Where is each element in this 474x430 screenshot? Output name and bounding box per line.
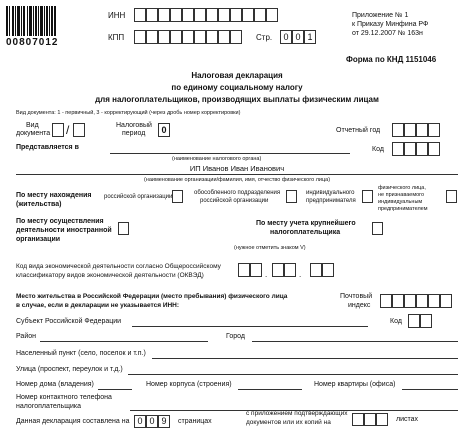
major-taxpayer-checkbox[interactable]: [372, 222, 383, 235]
subject-line[interactable]: [132, 326, 368, 327]
attach-label-1: с приложением подтверждающих: [246, 410, 348, 417]
inn-label: ИНН: [108, 11, 126, 20]
postal-label-2: индекс: [348, 302, 371, 309]
location-option-1: российской организации: [104, 194, 173, 200]
location-label-2: (жительства): [16, 201, 62, 208]
foreign-label-3: организации: [16, 236, 61, 243]
okved-dot: .: [299, 270, 302, 279]
appendix-line-2: к Приказу Минфина РФ: [352, 21, 429, 28]
appendix-line-3: от 29.12.2007 № 163н: [352, 30, 423, 37]
barcode: [6, 6, 56, 36]
street-line[interactable]: [128, 374, 458, 375]
location-option-4b: не признаваемого: [378, 192, 425, 198]
settlement-line[interactable]: [152, 358, 458, 359]
building-label: Номер корпуса (строения): [146, 381, 232, 388]
region-code-label: Код: [390, 318, 402, 325]
location-option-4c: индивидуальным: [378, 199, 423, 205]
location-checkbox-2[interactable]: [286, 190, 297, 203]
correction-number-cell[interactable]: [73, 123, 85, 137]
city-label: Город: [226, 333, 245, 340]
tax-authority-hint: (наименование налогового органа): [172, 156, 262, 162]
page-digit: 0: [280, 30, 292, 44]
foreign-checkbox[interactable]: [118, 222, 129, 235]
location-checkbox-3[interactable]: [362, 190, 373, 203]
form-code: Форма по КНД 1151046: [346, 55, 437, 64]
okved-label-1: Код вида экономической деятельности согласно Общероссийскому: [16, 263, 221, 270]
pages-digit: 0: [146, 415, 158, 428]
taxpayer-name-line[interactable]: [16, 174, 458, 175]
location-option-2a: обособленного подразделения: [194, 190, 281, 196]
location-option-3b: предпринимателя: [306, 198, 356, 204]
district-line[interactable]: [40, 341, 208, 342]
title-line-2: по единому социальному налогу: [171, 83, 303, 92]
major-taxpayer-label-1: По месту учета крупнейшего: [256, 220, 356, 227]
submitted-to-label: Представляется в: [16, 144, 79, 151]
fraction-slash: /: [66, 123, 70, 137]
sheets-count-cells[interactable]: [352, 413, 388, 426]
location-option-2b: российской организации: [200, 198, 269, 204]
region-code-cells[interactable]: [408, 314, 432, 328]
city-line[interactable]: [252, 341, 458, 342]
settlement-label: Населенный пункт (село, поселок и т.п.): [16, 350, 146, 357]
attach-label-2: документов или их копий на: [246, 419, 331, 426]
okved-label-2: классификатору видов экономической деятельности (ОКВЭД): [16, 272, 204, 279]
period-label-1: Налоговый: [116, 122, 152, 129]
title-line-1: Налоговая декларация: [191, 71, 283, 80]
apartment-line[interactable]: [402, 389, 458, 390]
house-label: Номер дома (владения): [16, 381, 94, 388]
doc-type-label-2: документа: [16, 130, 51, 137]
location-label-1: По месту нахождения: [16, 192, 92, 199]
postal-label-1: Почтовый: [340, 293, 373, 300]
pages-digit: 9: [158, 415, 170, 428]
mark-hint: (нужное отметить знаком V): [234, 245, 306, 251]
pages-digit: 0: [134, 415, 146, 428]
composed-label: Данная декларация составлена на: [16, 418, 130, 425]
doc-type-cell[interactable]: [52, 123, 64, 137]
pages-label: страницах: [178, 418, 212, 425]
okved-cells-1[interactable]: [238, 263, 262, 277]
phone-label-2: налогоплательщика: [16, 403, 82, 410]
taxpayer-hint: (наименование организации/фамилия, имя, отчество физического лица): [143, 177, 331, 183]
location-option-4d: предпринимателем: [378, 206, 428, 212]
location-option-3a: индивидуального: [306, 190, 355, 196]
house-line[interactable]: [98, 389, 132, 390]
location-option-4a: физического лица,: [378, 185, 426, 191]
major-taxpayer-label-2: налогоплательщика: [270, 229, 341, 236]
postal-index-cells[interactable]: [380, 294, 452, 308]
subject-label: Субъект Российской Федерации: [16, 318, 122, 325]
page-number-cells[interactable]: [280, 30, 316, 44]
doc-type-hint: Вид документа: 1 - первичный, 3 - корректирующий (через дробь номер корректировки): [16, 110, 241, 116]
taxpayer-name: ИП Иванов Иван Иванович: [189, 164, 285, 173]
foreign-label-2: деятельности иностранной: [16, 227, 112, 234]
report-year-label: Отчетный год: [336, 127, 381, 134]
apartment-label: Номер квартиры (офиса): [314, 381, 396, 388]
sheets-label: листах: [396, 416, 419, 423]
location-checkbox-4[interactable]: [446, 190, 457, 203]
building-line[interactable]: [238, 389, 302, 390]
tax-authority-line[interactable]: [110, 153, 350, 154]
residence-label-1: Место жительства в Российской Федерации (место пребывания) физического лица: [16, 293, 288, 300]
residence-label-2: в случае, если в декларации не указывается ИНН:: [16, 302, 180, 309]
page-label: Стр.: [256, 33, 273, 42]
street-label: Улица (проспект, переулок и т.д.): [16, 366, 123, 373]
authority-code-label: Код: [372, 146, 384, 153]
page-digit: 0: [292, 30, 304, 44]
appendix-line-1: Приложение № 1: [352, 12, 409, 19]
district-label: Район: [16, 333, 36, 340]
pages-count-cells[interactable]: [134, 415, 170, 428]
tax-period-cell[interactable]: 0: [158, 123, 170, 137]
kpp-cells[interactable]: [134, 30, 242, 44]
doc-type-label-1: Вид: [26, 122, 39, 129]
phone-label-1: Номер контактного телефона: [16, 394, 112, 401]
inn-cells[interactable]: [134, 8, 278, 22]
okved-cells-2[interactable]: [272, 263, 296, 277]
page-digit: 1: [304, 30, 316, 44]
barcode-number: 00807012: [6, 37, 59, 48]
period-label-2: период: [122, 130, 146, 137]
okved-cells-3[interactable]: [310, 263, 334, 277]
foreign-label-1: По месту осуществления: [16, 218, 104, 225]
report-year-cells[interactable]: [392, 123, 440, 137]
authority-code-cells[interactable]: [392, 142, 440, 156]
title-line-3: для налогоплательщиков, производящих выплаты физическим лицам: [95, 95, 379, 104]
kpp-label: КПП: [108, 33, 125, 42]
barcode-bars: [6, 6, 56, 36]
location-checkbox-1[interactable]: [172, 190, 183, 203]
okved-dot: .: [265, 270, 268, 279]
